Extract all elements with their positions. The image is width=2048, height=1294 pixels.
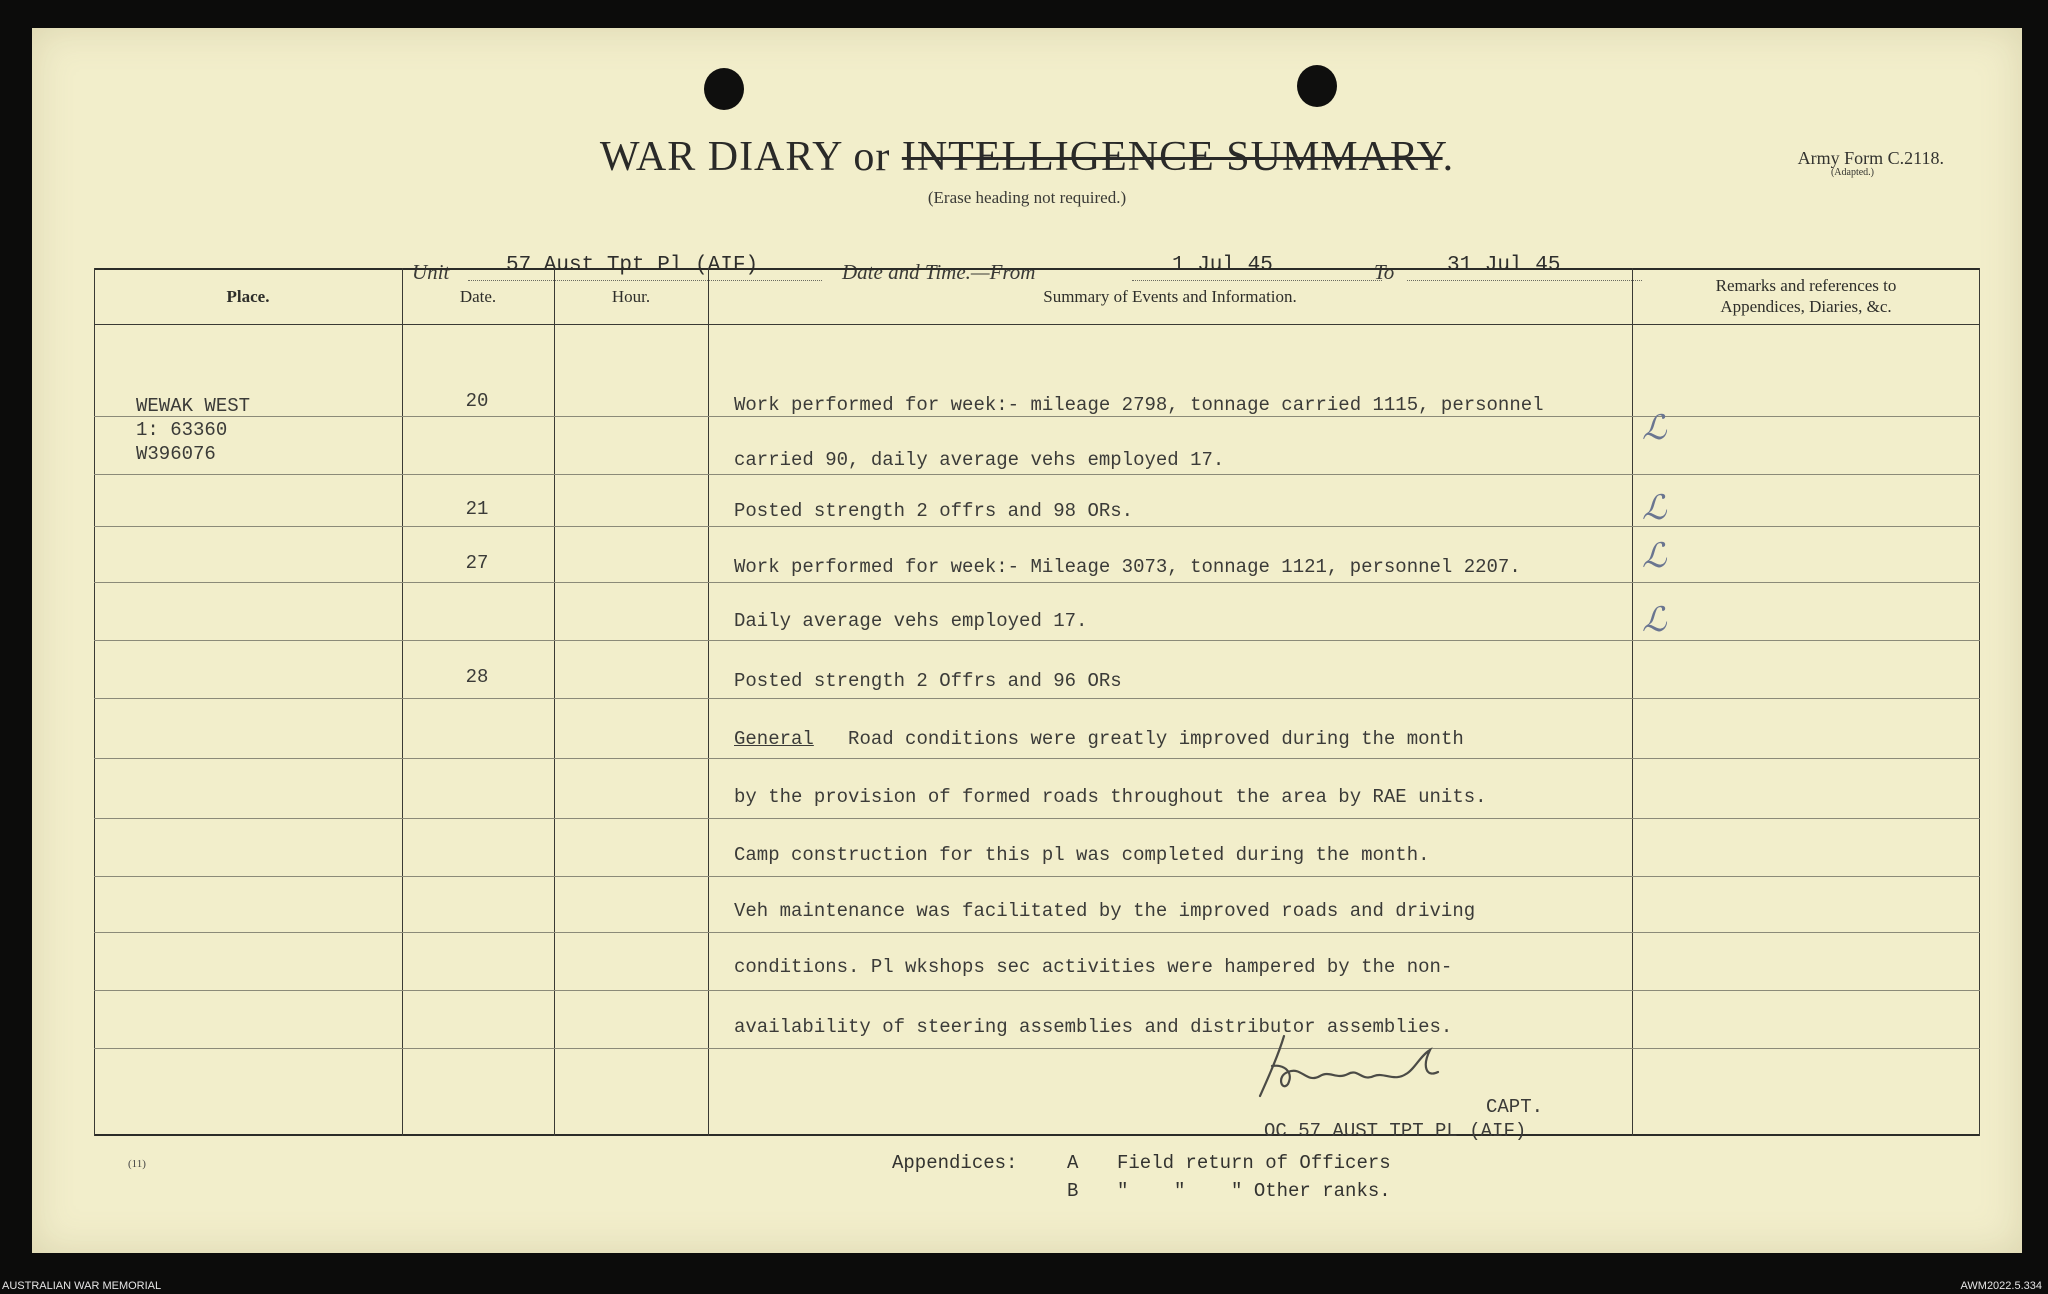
general-line: Camp construction for this pl was completed during the month. bbox=[734, 844, 1430, 866]
col-header-place: Place. bbox=[226, 286, 270, 306]
place-name: WEWAK WEST bbox=[136, 395, 251, 417]
from-value: 1 Jul 45 bbox=[1172, 254, 1273, 277]
appendix-a-text: Field return of Officers bbox=[1117, 1152, 1391, 1174]
col-header-date: Date. bbox=[459, 286, 497, 306]
unit-label: Unit bbox=[412, 260, 450, 284]
entry-text: Work performed for week:- mileage 2798, tonnage carried 1115, personnel bbox=[734, 394, 1544, 416]
entry-text: Daily average vehs employed 17. bbox=[734, 610, 1088, 632]
entry-text: Work performed for week:- Mileage 3073, tonnage 1121, personnel 2207. bbox=[734, 556, 1521, 578]
entry-date: 28 bbox=[465, 666, 489, 688]
general-line: General Road conditions were greatly improved during the month bbox=[734, 728, 1464, 750]
initials-mark: ℒ bbox=[1642, 600, 1667, 640]
diary-page bbox=[32, 28, 2022, 1253]
entry-date: 27 bbox=[465, 552, 489, 574]
signature-rank: CAPT. bbox=[1486, 1096, 1544, 1118]
col-header-hour: Hour. bbox=[611, 286, 651, 306]
archive-caption: AUSTRALIAN WAR MEMORIAL bbox=[2, 1280, 162, 1292]
appendices-label: Appendices: bbox=[892, 1152, 1018, 1174]
title-struck: INTELLIGENCE SUMMARY bbox=[901, 134, 1443, 180]
map-scale: 1: 63360 bbox=[136, 419, 228, 441]
page-title bbox=[32, 133, 2022, 181]
entry-text: Posted strength 2 Offrs and 96 ORs bbox=[734, 670, 1122, 692]
general-line: availability of steering assemblies and distributor assemblies. bbox=[734, 1016, 1453, 1038]
date-label: Date and Time.—From bbox=[842, 260, 1036, 284]
archive-reference: AWM2022.5.334 bbox=[1960, 1280, 2042, 1292]
appendix-b-text: " " " Other ranks. bbox=[1117, 1180, 1391, 1202]
army-form bbox=[1798, 148, 1944, 178]
punch-hole-left bbox=[704, 68, 744, 110]
place-reference bbox=[136, 394, 250, 466]
col-header-summary: Summary of Events and Information. bbox=[1043, 286, 1297, 306]
entry-date: 20 bbox=[465, 390, 489, 412]
appendix-b-letter: B bbox=[1067, 1180, 1079, 1202]
grid-reference: W396076 bbox=[136, 443, 216, 465]
form-number: (11) bbox=[128, 1158, 146, 1170]
punch-hole-right bbox=[1297, 65, 1337, 107]
initials-mark: ℒ bbox=[1642, 408, 1667, 448]
general-label: General bbox=[734, 728, 814, 750]
general-line: conditions. Pl wkshops sec activities were hampered by the non- bbox=[734, 956, 1453, 978]
unit-value: 57 Aust Tpt Pl (AIF) bbox=[506, 254, 759, 277]
general-line: Veh maintenance was facilitated by the improved roads and driving bbox=[734, 900, 1476, 922]
army-form-adapted: (Adapted.) bbox=[1830, 167, 1874, 178]
entry-text: Posted strength 2 offrs and 98 ORs. bbox=[734, 500, 1134, 522]
col-header-remarks: Remarks and references to Appendices, Diaries, &c. bbox=[1715, 276, 1897, 316]
to-label: To bbox=[1374, 260, 1395, 284]
initials-mark: ℒ bbox=[1642, 536, 1667, 576]
handwritten-signature bbox=[1254, 1026, 1494, 1116]
appendix-a-letter: A bbox=[1067, 1152, 1079, 1174]
to-value: 31 Jul 45 bbox=[1447, 254, 1561, 277]
entry-date: 21 bbox=[465, 498, 489, 520]
initials-mark: ℒ bbox=[1642, 488, 1667, 528]
army-form-number: Army Form C.2118. bbox=[1797, 148, 1944, 168]
subtitle: (Erase heading not required.) bbox=[927, 188, 1127, 207]
diary-table bbox=[94, 268, 1980, 1142]
entry-text: carried 90, daily average vehs employed 17. bbox=[734, 449, 1225, 471]
signature-title: OC 57 AUST TPT PL (AIF) bbox=[1264, 1120, 1527, 1142]
title-main: WAR DIARY or bbox=[599, 134, 891, 180]
general-line: by the provision of formed roads throughout the area by RAE units. bbox=[734, 786, 1487, 808]
title-end: . bbox=[1442, 134, 1455, 180]
